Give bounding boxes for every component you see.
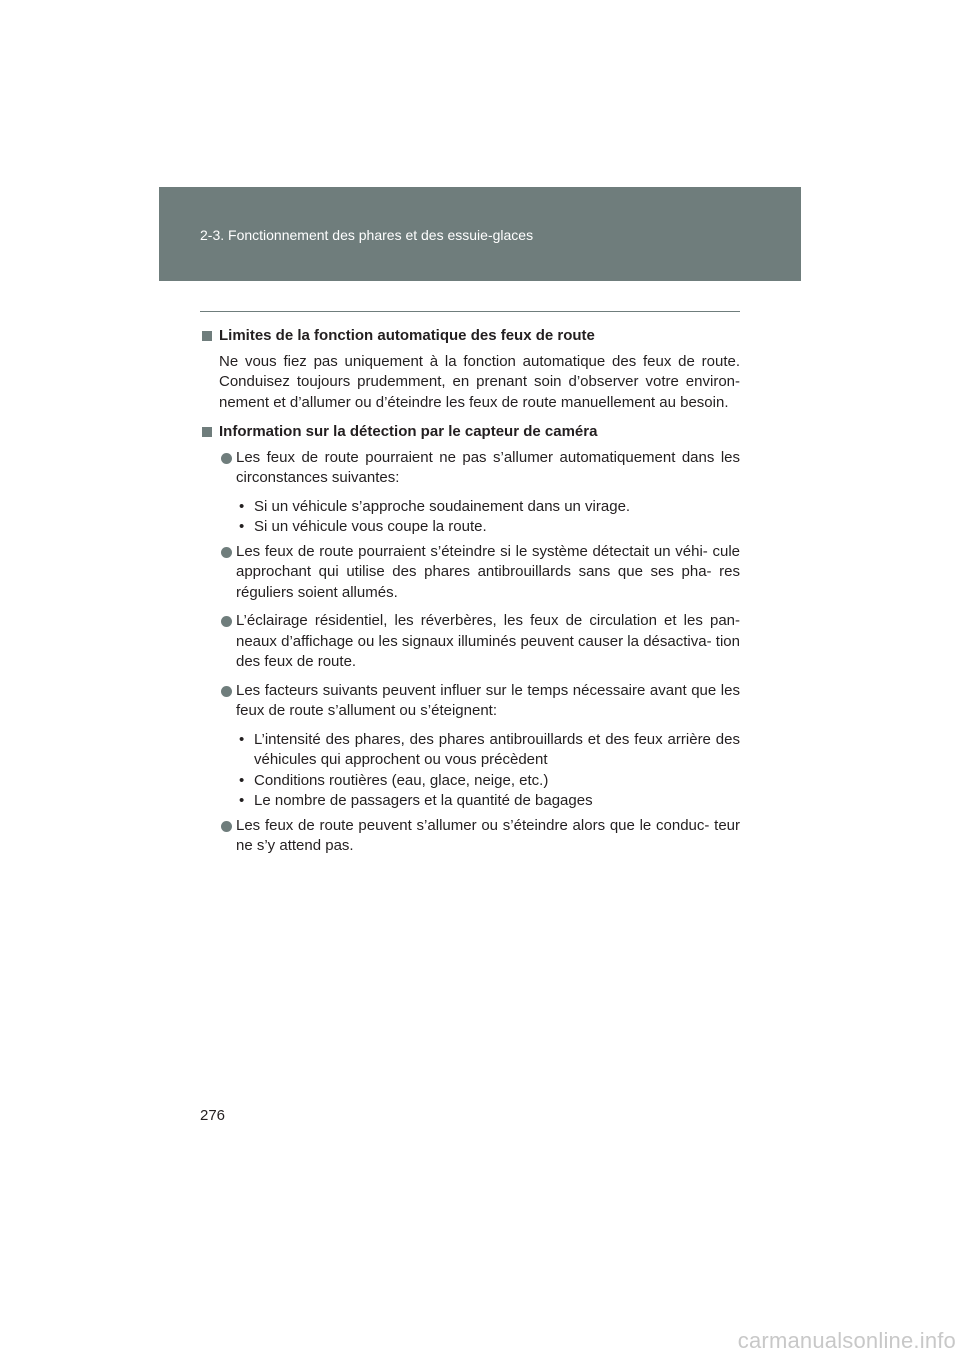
bullet-text: Les facteurs suivants peuvent influer sur le temps nécessaire avant que les feux de route s’allument ou s’éteignent: [236,681,740,719]
sub-list-item [200,730,740,771]
circle-icon [221,453,232,464]
watermark: carmanualsonline.info [737,1328,956,1353]
sub-list-text: L’intensité des phares, des phares antibrouillards et des feux arrière des véhicules qui approchent ou vous précèdent [254,730,740,768]
square-icon [202,427,212,437]
sub-bullet-marker: • [239,792,245,809]
section-heading-camera-detection [200,422,740,443]
sub-bullet-marker: • [239,518,245,535]
sub-bullet-marker: • [239,497,245,515]
sub-list-text: Le nombre de passagers et la quantité de bagages [254,792,593,809]
sub-bullet-marker: • [239,771,245,789]
page-number: 276 [200,1107,226,1124]
bullet-item [200,681,740,722]
bullet-text: L’éclairage résidentiel, les réverbères, les feux de circulation et les pan- neaux d’affichage ou les signaux illuminés peuvent causer la désactiva- tion des feux de route. [236,612,740,670]
page-content [200,326,740,857]
sub-list-text: Si un véhicule s’approche soudainement dans un virage. [254,497,631,515]
section-heading-high-beam-limits [200,326,740,347]
divider-rule [200,311,740,312]
bullet-item [200,448,740,489]
circle-icon [221,547,232,558]
section-heading-text: Information sur la détection par le capteur de caméra [219,423,598,440]
sub-list-item [200,771,740,792]
section-heading-text: Limites de la fonction automatique des feux de route [219,327,595,344]
sub-list-item [200,497,740,518]
bullet-text: Les feux de route peuvent s’allumer ou s’éteindre alors que le conduc- teur ne s’y attend pas. [236,816,740,854]
bullet-item [200,611,740,673]
bullet-text: Les feux de route pourraient ne pas s’allumer automatiquement dans les circonstances suivantes: [236,448,740,486]
section-header-band [159,187,801,281]
sub-list-item [200,517,740,538]
header-title: 2-3. Fonctionnement des phares et des essuie-glaces [200,227,534,243]
bullet-text: Les feux de route pourraient s’éteindre si le système détectait un véhi- cule approchant qui utilise des phares antibrouillards sans que ses pha- res réguliers soient allumés. [236,542,740,601]
sub-bullet-marker: • [239,730,245,748]
circle-icon [221,616,232,627]
circle-icon [221,686,232,697]
square-icon [202,331,212,341]
sub-list-item [200,791,740,812]
bullet-item [200,816,740,857]
sub-list-text: Conditions routières (eau, glace, neige, etc.) [254,771,549,789]
circle-icon [221,821,232,832]
bullet-item [200,542,740,604]
section-paragraph: Ne vous fiez pas uniquement à la fonction automatique des feux de route. Conduisez toujours prudemment, en prenant soin d’observer votre environ- nement et d’allumer ou d’éteindre les feux de route manuellement au besoin. [219,352,740,411]
sub-list-text: Si un véhicule vous coupe la route. [254,518,487,535]
